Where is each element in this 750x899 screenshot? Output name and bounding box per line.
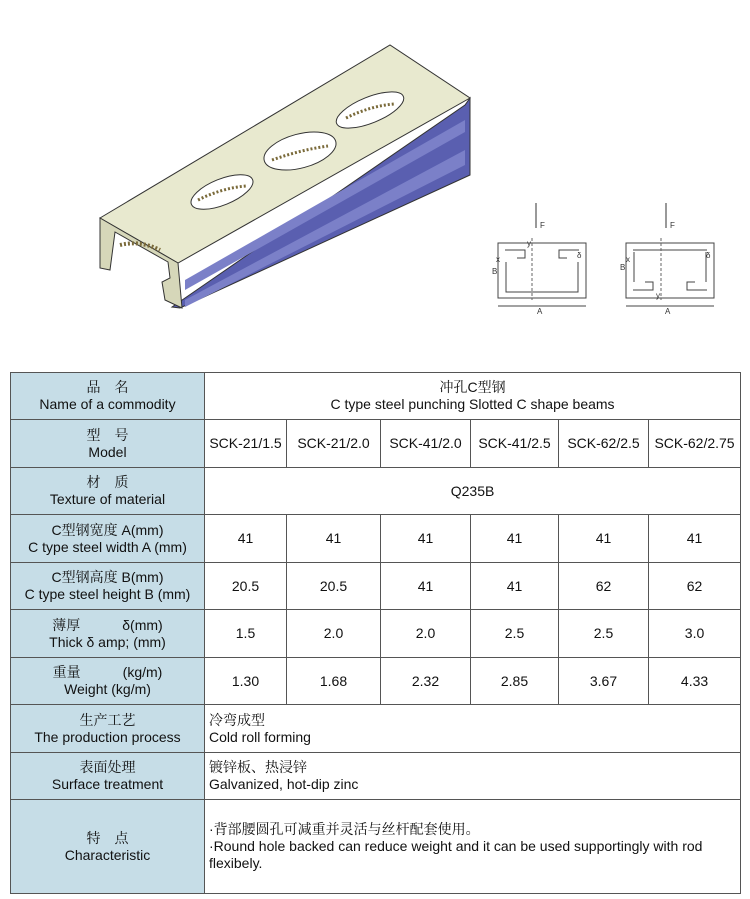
height-label: B (492, 267, 498, 276)
value-commodity: 冲孔C型钢 C type steel punching Slotted C shape beams (205, 373, 741, 420)
width-cell: 41 (205, 515, 287, 563)
value-material: Q235B (205, 468, 741, 515)
c-channel-drawing (10, 0, 740, 372)
weight-cell: 2.85 (471, 658, 559, 705)
width-cell: 41 (471, 515, 559, 563)
height-label: B (620, 263, 626, 272)
c-channel-3d-image (100, 45, 470, 308)
height-cell: 62 (559, 563, 649, 610)
axis-x-label: x (626, 255, 630, 264)
row-material (11, 468, 741, 515)
row-weight (11, 658, 741, 705)
model-cell: SCK-62/2.5 (559, 420, 649, 468)
width-label: A (665, 307, 671, 316)
row-characteristic (11, 800, 741, 894)
weight-cell: 1.30 (205, 658, 287, 705)
label-model: 型 号 Model (11, 420, 205, 468)
row-commodity (11, 373, 741, 420)
cross-section-small (492, 203, 586, 316)
model-cell: SCK-41/2.5 (471, 420, 559, 468)
label-characteristic: 特 点 Characteristic (11, 800, 205, 894)
model-cell: SCK-21/2.0 (287, 420, 381, 468)
value-process: 冷弯成型 Cold roll forming (205, 705, 741, 753)
value-surface: 镀锌板、热浸锌 Galvanized, hot-dip zinc (205, 753, 741, 800)
spec-table (10, 372, 741, 894)
label-weight: 重量 (kg/m) Weight (kg/m) (11, 658, 205, 705)
weight-cell: 4.33 (649, 658, 741, 705)
thickness-cell: 2.0 (287, 610, 381, 658)
row-model (11, 420, 741, 468)
label-surface: 表面处理 Surface treatment (11, 753, 205, 800)
width-cell: 41 (381, 515, 471, 563)
row-width (11, 515, 741, 563)
model-cell: SCK-62/2.75 (649, 420, 741, 468)
width-cell: 41 (287, 515, 381, 563)
product-illustration (10, 0, 740, 372)
label-height: C型钢高度 B(mm) C type steel height B (mm) (11, 563, 205, 610)
thickness-label: δ (577, 251, 582, 260)
axis-y-label: y (656, 291, 660, 300)
thickness-cell: 2.0 (381, 610, 471, 658)
weight-cell: 1.68 (287, 658, 381, 705)
height-cell: 62 (649, 563, 741, 610)
label-process: 生产工艺 The production process (11, 705, 205, 753)
axis-x-label: x (496, 255, 500, 264)
weight-cell: 3.67 (559, 658, 649, 705)
label-material: 材 质 Texture of material (11, 468, 205, 515)
row-thickness (11, 610, 741, 658)
height-cell: 20.5 (205, 563, 287, 610)
row-height (11, 563, 741, 610)
row-surface (11, 753, 741, 800)
thickness-cell: 2.5 (559, 610, 649, 658)
height-cell: 41 (471, 563, 559, 610)
row-process (11, 705, 741, 753)
height-cell: 20.5 (287, 563, 381, 610)
width-label: A (537, 307, 543, 316)
label-width: C型钢宽度 A(mm) C type steel width A (mm) (11, 515, 205, 563)
force-label: F (540, 221, 545, 230)
label-commodity: 品 名 Name of a commodity (11, 373, 205, 420)
cross-section-large (620, 203, 714, 316)
thickness-cell: 1.5 (205, 610, 287, 658)
model-cell: SCK-41/2.0 (381, 420, 471, 468)
height-cell: 41 (381, 563, 471, 610)
model-cell: SCK-21/1.5 (205, 420, 287, 468)
width-cell: 41 (649, 515, 741, 563)
thickness-cell: 2.5 (471, 610, 559, 658)
weight-cell: 2.32 (381, 658, 471, 705)
label-thickness: 薄厚 δ(mm) Thick δ amp; (mm) (11, 610, 205, 658)
value-characteristic: ·背部腰圆孔可减重并灵活与丝杆配套使用。 ·Round hole backed can reduce weight and it can be used supportingly with rod flexibely. (205, 800, 741, 894)
thickness-cell: 3.0 (649, 610, 741, 658)
axis-y-label: y (527, 239, 531, 248)
force-label: F (670, 221, 675, 230)
width-cell: 41 (559, 515, 649, 563)
thickness-label: δ (706, 251, 711, 260)
